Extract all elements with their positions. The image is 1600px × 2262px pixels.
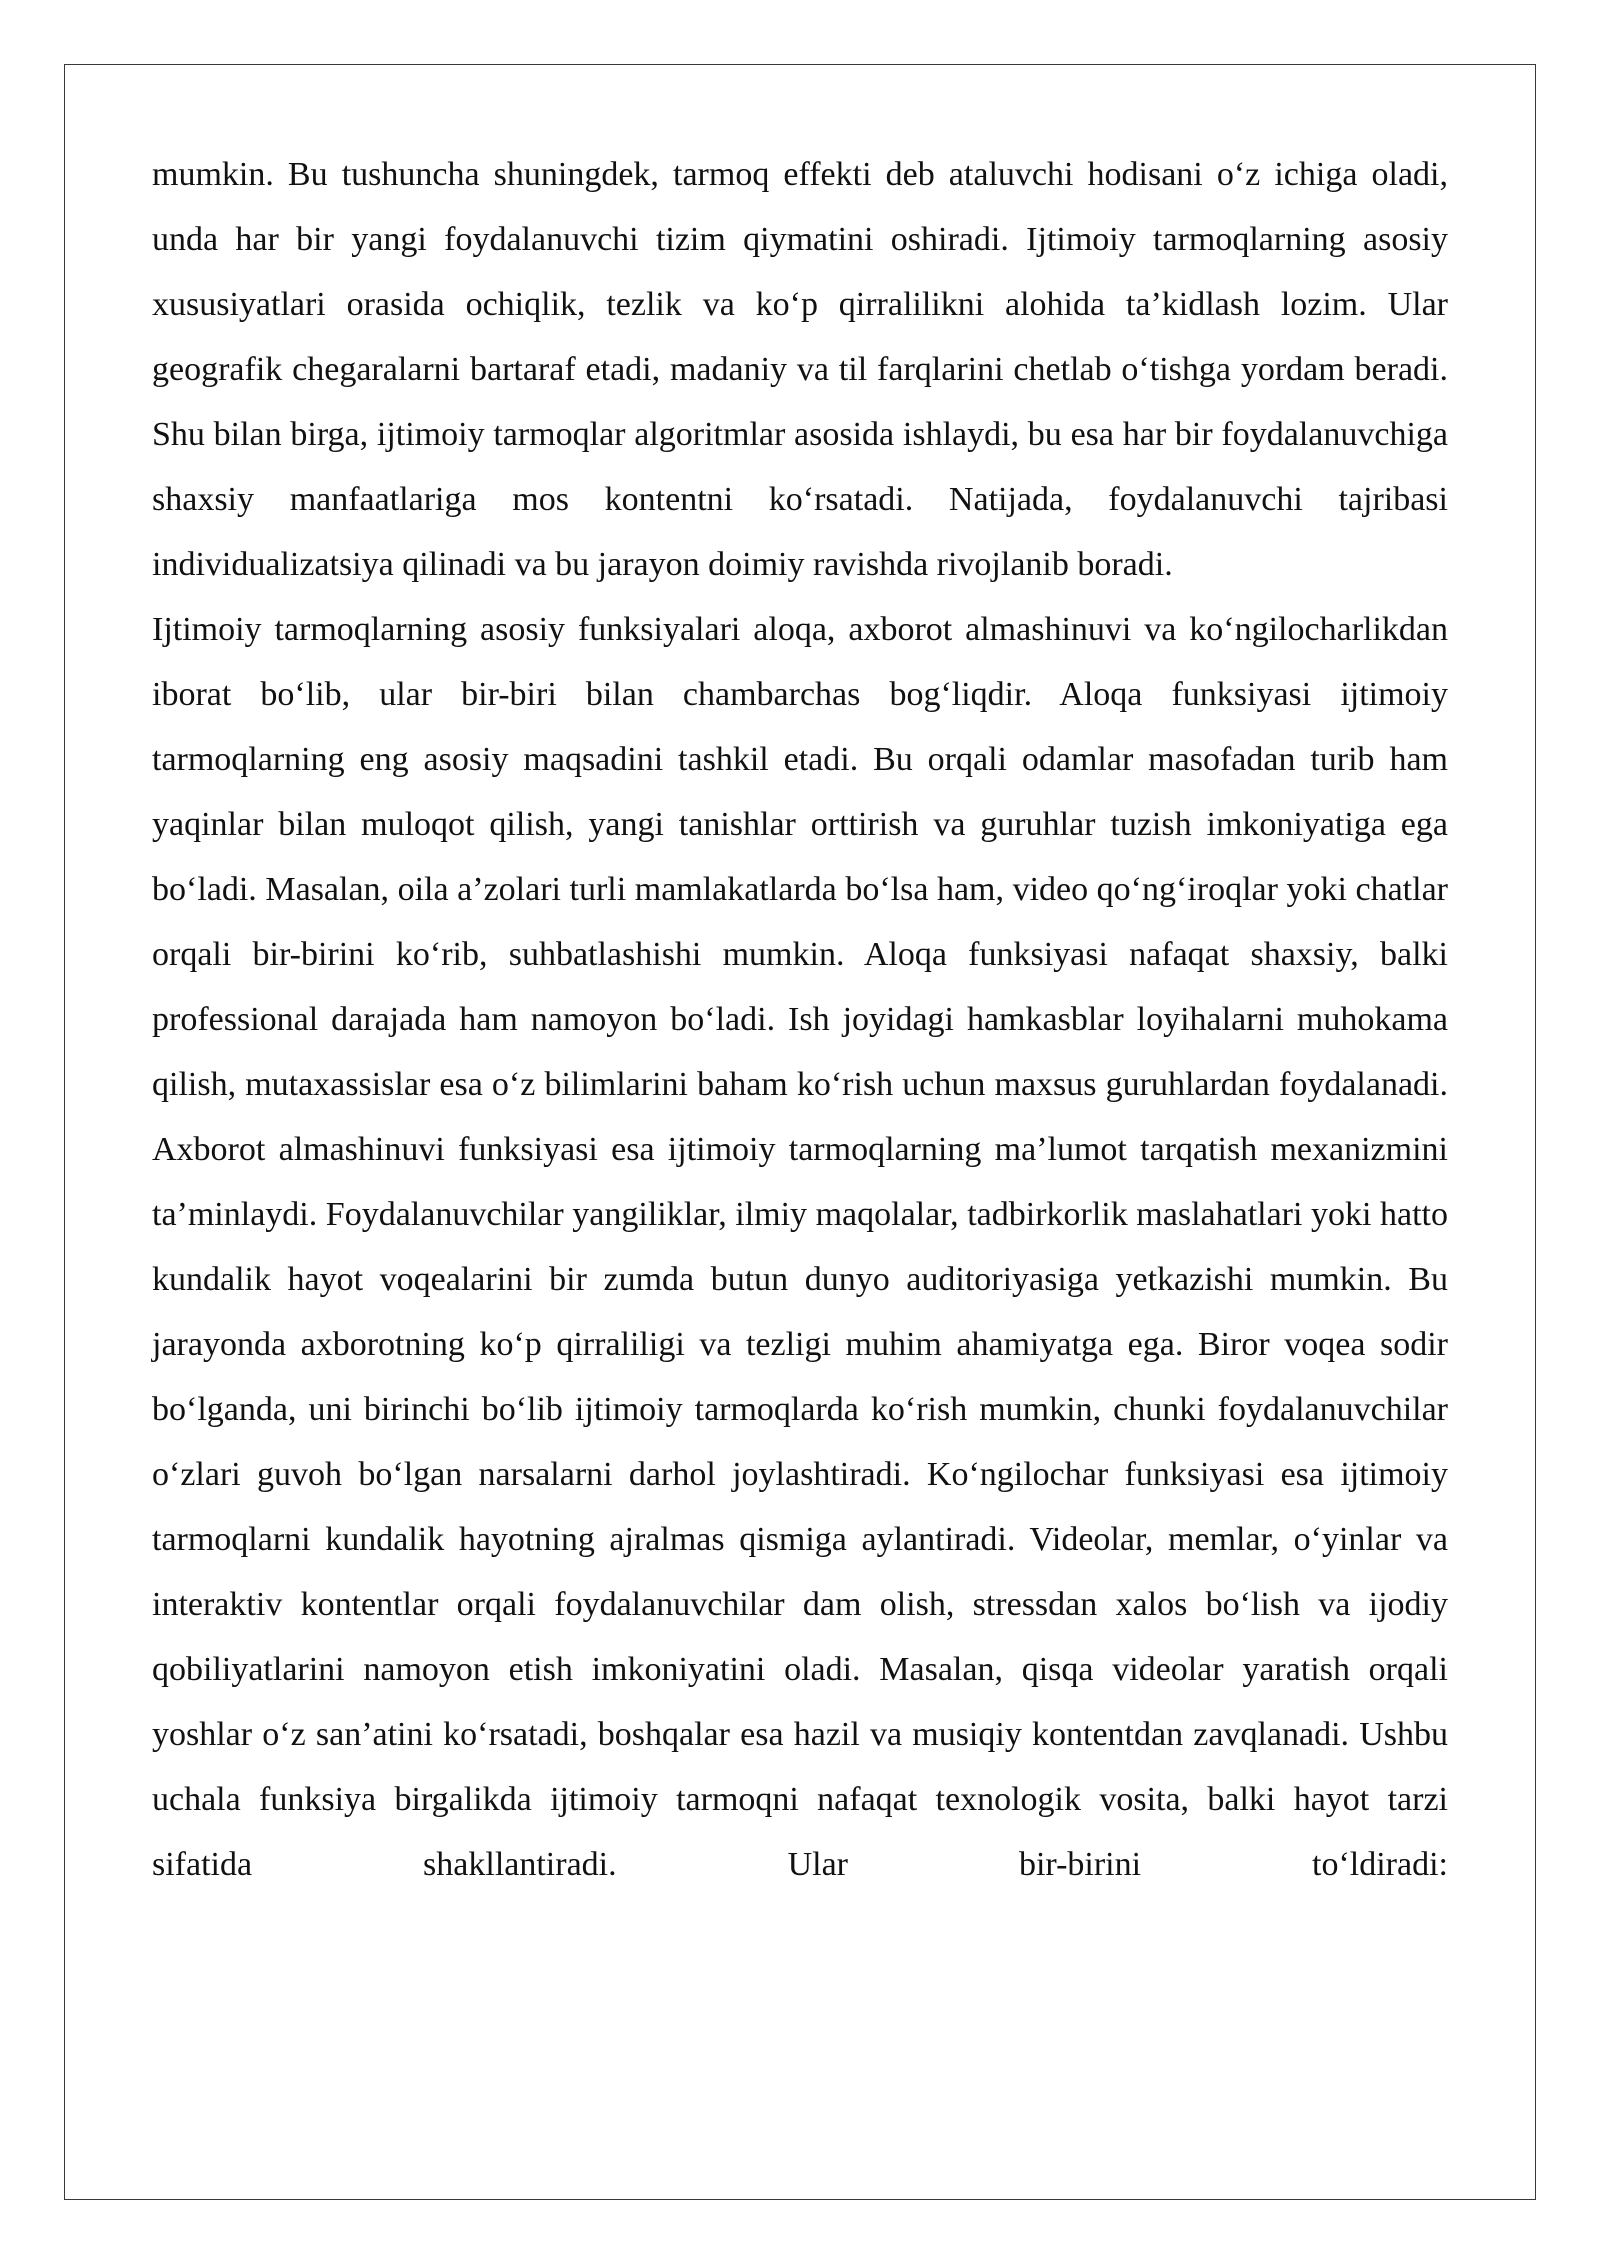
paragraph-1: mumkin. Bu tushuncha shuningdek, tarmoq effekti deb ataluvchi hodisani o‘z ichiga oladi, unda har bir yangi foydalanuvchi tizim qiymatini oshiradi. Ijtimoiy tarmoqlarning asosiy xususiyatlari orasida ochiqlik, tezlik va ko‘p qirralilikni alohida ta’kidlash lozim. Ular geografik chegaralarni bartaraf etadi, madaniy va til farqlarini chetlab o‘tishga yordam beradi. Shu bilan birga, ijtimoiy tarmoqlar algoritmlar asosida ishlaydi, bu esa har bir foydalanuvchiga shaxsiy manfaatlariga mos kontentni ko‘rsatadi. Natijada, foydalanuvchi tajribasi individualizatsiya qilinadi va bu jarayon doimiy ravishda rivojlanib boradi.: [152, 156, 1448, 583]
document-body: [152, 142, 1448, 1897]
paragraph-2: Ijtimoiy tarmoqlarning asosiy funksiyalari aloqa, axborot almashinuvi va ko‘ngilocharlikdan iborat bo‘lib, ular bir-biri bilan chambarchas bog‘liqdir. Aloqa funksiyasi ijtimoiy tarmoqlarning eng asosiy maqsadini tashkil etadi. Bu orqali odamlar masofadan turib ham yaqinlar bilan muloqot qilish, yangi tanishlar orttirish va guruhlar tuzish imkoniyatiga ega bo‘ladi. Masalan, oila a’zolari turli mamlakatlarda bo‘lsa ham, video qo‘ng‘iroqlar yoki chatlar orqali bir-birini ko‘rib, suhbatlashishi mumkin. Aloqa funksiyasi nafaqat shaxsiy, balki professional darajada ham namoyon bo‘ladi. Ish joyidagi hamkasblar loyihalarni muhokama qilish, mutaxassislar esa o‘z bilimlarini baham ko‘rish uchun maxsus guruhlardan foydalanadi. Axborot almashinuvi funksiyasi esa ijtimoiy tarmoqlarning ma’lumot tarqatish mexanizmini ta’minlaydi. Foydalanuvchilar yangiliklar, ilmiy maqolalar, tadbirkorlik maslahatlari yoki hatto kundalik hayot voqealarini bir zumda butun dunyo auditoriyasiga yetkazishi mumkin. Bu jarayonda axborotning ko‘p qirraliligi va tezligi muhim ahamiyatga ega. Biror voqea sodir bo‘lganda, uni birinchi bo‘lib ijtimoiy tarmoqlarda ko‘rish mumkin, chunki foydalanuvchilar o‘zlari guvoh bo‘lgan narsalarni darhol joylashtiradi. Ko‘ngilochar funksiyasi esa ijtimoiy tarmoqlarni kundalik hayotning ajralmas qismiga aylantiradi. Videolar, memlar, o‘yinlar va interaktiv kontentlar orqali foydalanuvchilar dam olish, stressdan xalos bo‘lish va ijodiy qobiliyatlarini namoyon etish imkoniyatini oladi. Masalan, qisqa videolar yaratish orqali yoshlar o‘z san’atini ko‘rsatadi, boshqalar esa hazil va musiqiy kontentdan zavqlanadi. Ushbu uchala funksiya birgalikda ijtimoiy tarmoqni nafaqat texnologik vosita, balki hayot tarzi sifatida shakllantiradi. Ular bir-birini to‘ldiradi:: [152, 611, 1448, 1883]
